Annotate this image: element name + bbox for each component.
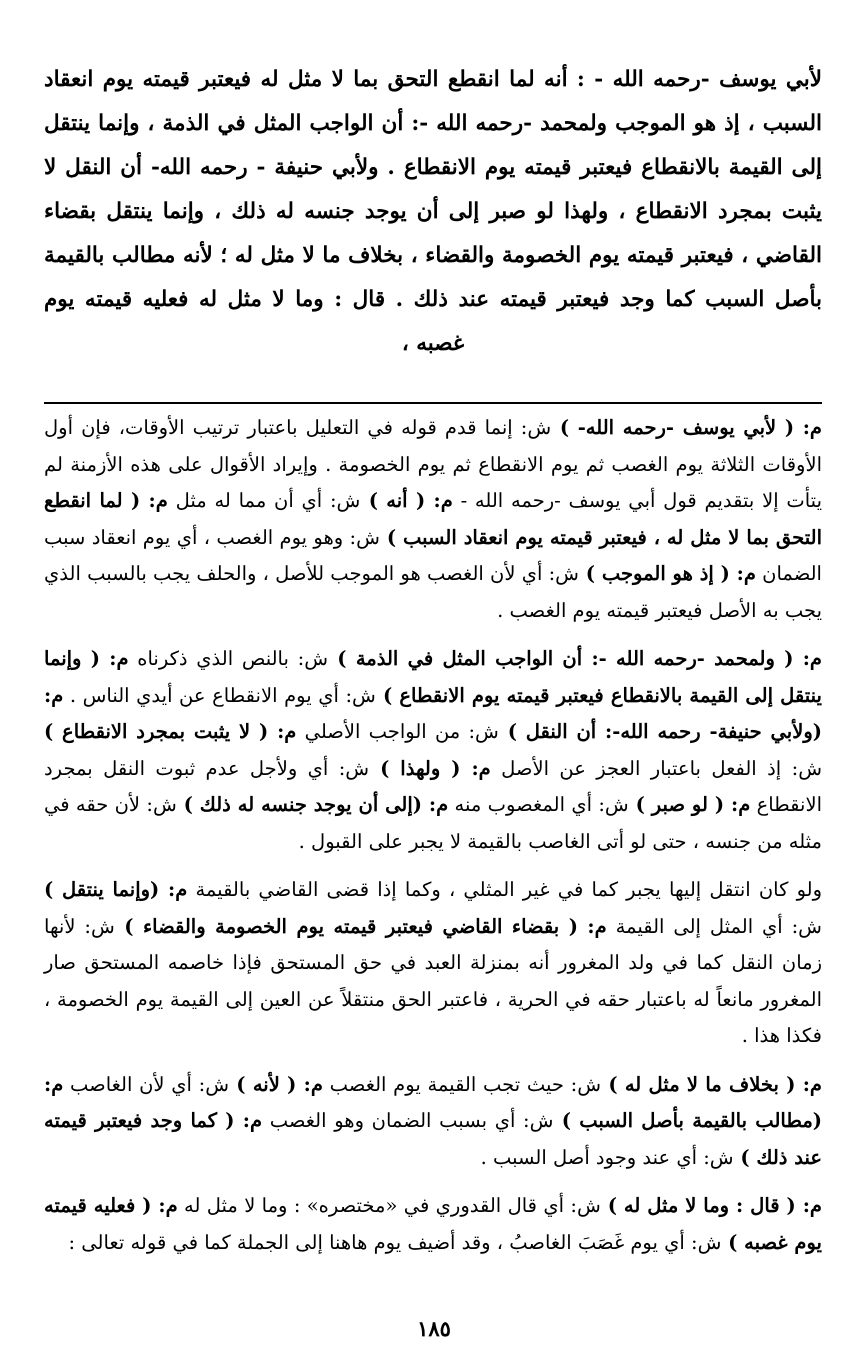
commentary-paragraph: [44, 872, 822, 1055]
main-text-block: [44, 58, 822, 366]
sharh-text: ش: لأن حقه في مثله من جنسه ، حتى لو أتى الغاصب بالقيمة لا يجبر على القبول .: [44, 793, 822, 853]
matn-quote: م: (وإنما ينتقل ): [44, 878, 188, 901]
sharh-text: ش: أي يوم غَصَبَ الغاصبُ ، وقد أضيف يوم هاهنا إلى الجملة كما في قوله تعالى :: [68, 1230, 722, 1254]
matn-quote: م: ( ولمحمد -رحمه الله -: أن الواجب المثل في الذمة ): [328, 647, 822, 670]
sharh-text: ش: وهو يوم الغصب ، أي يوم انعقاد سبب الضمان: [44, 525, 822, 585]
matn-quote: م: ( لما انقطع التحق بما لا مثل له ، فيعتبر قيمته يوم انعقاد السبب ): [44, 489, 822, 549]
matn-quote: م: ( لو صبر ): [628, 793, 751, 816]
matn-quote: م: ( بقضاء القاضي فيعتبر قيمته يوم الخصومة والقضاء ): [114, 914, 607, 938]
sharh-text: ش: أي عند وجود أصل السبب .: [480, 1145, 734, 1169]
matn-quote: م: ( قال : وما لا مثل له ): [600, 1194, 822, 1217]
matn-quote: م: (مطالب بالقيمة بأصل السبب ): [44, 1072, 822, 1132]
commentary-paragraph: [44, 410, 822, 629]
matn-quote: م: ( إذ هو الموجب ): [578, 562, 756, 585]
sharh-text: ش: بالنص الذي ذكرناه: [128, 647, 329, 670]
sharh-text: ش: أي أن مما له مثل: [167, 489, 361, 512]
sharh-text: ش: أي بسبب الضمان وهو الغصب: [262, 1109, 554, 1132]
commentary-paragraph: [44, 1188, 822, 1261]
commentary-paragraph: [44, 1067, 822, 1177]
sharh-text: ش: أي المغصوب منه: [448, 793, 629, 816]
matn-quote: م: ( لا يثبت بمجرد الانقطاع ): [44, 720, 297, 743]
matn-quote: م: ( وإنما ينتقل إلى القيمة بالانقطاع فيعتبر قيمته يوم الانقطاع ): [44, 647, 822, 707]
matn-quote: م: ( بخلاف ما لا مثل له ): [601, 1072, 822, 1096]
matn-quote: م: ( ولهذا ): [369, 756, 491, 780]
sharh-text: ولو كان انتقل إليها يجبر كما في غير المثلي ، وكما إذا قضى القاضي بالقيمة: [187, 878, 822, 901]
sharh-text: ش: أي يوم الانقطاع عن أيدي الناس .: [63, 683, 376, 707]
sharh-text: ش: أي قال القدوري في «مختصره» : وما لا مثل له: [177, 1194, 601, 1217]
sharh-text: ش: من الواجب الأصلي: [296, 720, 499, 743]
matn-quote: م: ( فعليه قيمته يوم غصبه ): [44, 1194, 822, 1254]
separator-rule: [44, 402, 822, 404]
main-text-paragraph: لأبي يوسف -رحمه الله - : أنه لما انقطع التحق بما لا مثل له فيعتبر قيمته يوم انعقاد السبب ، إذ هو الموجب ولمحمد -رحمه الله -: أن الواجب المثل في الذمة ، وإنما ينتقل إلى القيمة بالانقطاع فيعتبر قيمته يوم الانقطاع . ولأبي حنيفة - رحمه الله- أن النقل لا يثبت بمجرد الانقطاع ، ولهذا لو صبر إلى أن يوجد جنسه له ذلك ، وإنما ينتقل بقضاء القاضي ، فيعتبر قيمته يوم الخصومة والقضاء ، بخلاف ما لا مثل له ؛ لأنه مطالب بالقيمة بأصل السبب كما وجد فيعتبر قيمته عند ذلك . قال : وما لا مثل له فعليه قيمته يوم غصبه ،: [44, 67, 822, 356]
matn-quote: م: ( لأبي يوسف -رحمه الله- ): [551, 416, 823, 439]
matn-quote: م: ( أنه ): [360, 489, 453, 512]
sharh-text: ش: لأنها زمان النقل كما في ولد المغرور أنه بمنزلة العبد في حق المستحق فإذا خاصمه المستحق صار المغرور مانعاً له باعتبار حقه في الحرية ، فاعتبر الحق منتقلاً عن العين إلى القيمة يوم الخصومة ، فكذا هذا .: [44, 914, 822, 1047]
sharh-text: ش: أي المثل إلى القيمة: [606, 914, 822, 938]
commentary-block: [44, 410, 822, 1261]
matn-quote: م: ( كما وجد فيعتبر قيمته عند ذلك ): [44, 1109, 822, 1169]
sharh-text: ش: أي لأن الغاصب: [63, 1072, 230, 1096]
matn-quote: م: (ولأبي حنيفة- رحمه الله-: أن النقل ): [44, 683, 822, 743]
sharh-text: ش: أي لأن الغصب هو الموجب للأصل ، والحلف يجب بالسبب الذي يجب به الأصل فيعتبر قيمته يوم الغصب .: [44, 562, 822, 622]
matn-quote: م: ( لأنه ): [229, 1072, 323, 1096]
page-number: ١٨٥: [417, 1316, 451, 1341]
sharh-text: ش: إذ الفعل باعتبار العجز عن الأصل: [490, 756, 822, 780]
sharh-text: ش: إنما قدم قوله في التعليل باعتبار ترتيب الأوقات، فإن أول الأوقات الثلاثة يوم الغصب ثم يوم الانقطاع ثم يوم الخصومة . وإيراد الأقوال على هذه الأزمنة لم يتأت إلا بتقديم قول أبي يوسف -رحمه الله -: [44, 416, 822, 512]
sharh-text: ش: حيث تجب القيمة يوم الغصب: [322, 1072, 602, 1096]
matn-quote: م: (إلى أن يوجد جنسه له ذلك ): [176, 793, 449, 816]
commentary-paragraph: [44, 641, 822, 860]
sharh-text: ش: أي ولأجل عدم ثبوت النقل بمجرد الانقطاع: [44, 756, 822, 816]
